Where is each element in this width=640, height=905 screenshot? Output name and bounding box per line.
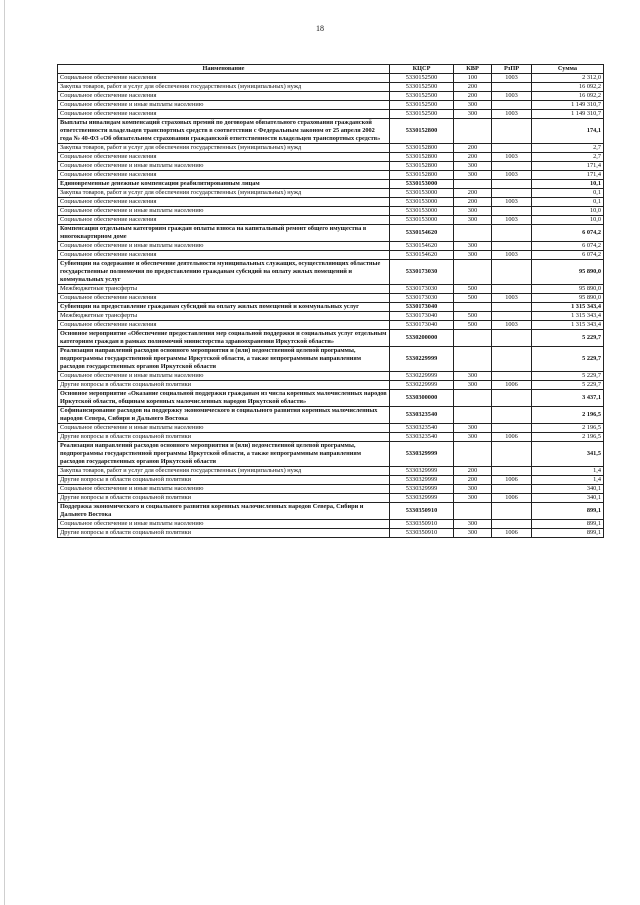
- cell-kvr: 200: [454, 198, 492, 207]
- cell-rzpr: [492, 312, 532, 321]
- cell-name: Межбюджетные трансферты: [58, 312, 390, 321]
- table-row: [58, 494, 604, 503]
- cell-rzpr: 1006: [492, 433, 532, 442]
- cell-rzpr: 1003: [492, 321, 532, 330]
- cell-kcsr: 5330152500: [390, 101, 454, 110]
- cell-kcsr: 5330173030: [390, 285, 454, 294]
- cell-kcsr: 5330173040: [390, 303, 454, 312]
- cell-sum: 0,1: [532, 198, 604, 207]
- table-row: [58, 198, 604, 207]
- cell-kvr: [454, 503, 492, 520]
- cell-kcsr: 5330154620: [390, 225, 454, 242]
- cell-kcsr: 5330329999: [390, 476, 454, 485]
- cell-sum: 340,1: [532, 494, 604, 503]
- table-row: [58, 372, 604, 381]
- cell-kvr: 200: [454, 92, 492, 101]
- cell-sum: 16 092,2: [532, 83, 604, 92]
- table-row: [58, 390, 604, 407]
- cell-kvr: 300: [454, 372, 492, 381]
- cell-rzpr: [492, 330, 532, 347]
- cell-kcsr: 5330153000: [390, 189, 454, 198]
- table-row: [58, 216, 604, 225]
- cell-kvr: 300: [454, 171, 492, 180]
- cell-name: Социальное обеспечение населения: [58, 321, 390, 330]
- table-row: [58, 330, 604, 347]
- cell-name: Реализация направлений расходов основного мероприятия и (или) ведомственной целевой программы, подпрограммы государственной программы Иркутской области, а также непрограммным направлениям расходов государственных органов Иркутской области: [58, 442, 390, 467]
- cell-sum: 2 196,5: [532, 407, 604, 424]
- table-row: [58, 242, 604, 251]
- cell-rzpr: [492, 285, 532, 294]
- table-row: [58, 285, 604, 294]
- cell-rzpr: [492, 225, 532, 242]
- cell-kvr: 300: [454, 251, 492, 260]
- cell-kvr: [454, 260, 492, 285]
- cell-kvr: [454, 225, 492, 242]
- cell-rzpr: 1003: [492, 171, 532, 180]
- cell-rzpr: 1003: [492, 110, 532, 119]
- cell-sum: 1 315 343,4: [532, 321, 604, 330]
- cell-kvr: 300: [454, 162, 492, 171]
- cell-kvr: 300: [454, 216, 492, 225]
- scan-edge-line: [4, 0, 5, 905]
- cell-kvr: 200: [454, 144, 492, 153]
- cell-sum: 3 437,1: [532, 390, 604, 407]
- cell-rzpr: 1006: [492, 529, 532, 538]
- table-row: [58, 381, 604, 390]
- cell-name: Социальное обеспечение населения: [58, 294, 390, 303]
- cell-kcsr: 5330153000: [390, 198, 454, 207]
- cell-kcsr: 5330300000: [390, 390, 454, 407]
- cell-sum: 16 092,2: [532, 92, 604, 101]
- cell-name: Другие вопросы в области социальной политики: [58, 529, 390, 538]
- table-row: [58, 92, 604, 101]
- cell-kcsr: 5330154620: [390, 251, 454, 260]
- cell-rzpr: [492, 467, 532, 476]
- cell-name: Социальное обеспечение населения: [58, 251, 390, 260]
- cell-kvr: 300: [454, 485, 492, 494]
- cell-rzpr: 1003: [492, 92, 532, 101]
- cell-name: Закупка товаров, работ и услуг для обеспечения государственных (муниципальных) нужд: [58, 189, 390, 198]
- cell-kcsr: 5330173030: [390, 260, 454, 285]
- cell-rzpr: 1003: [492, 216, 532, 225]
- cell-sum: 95 890,0: [532, 260, 604, 285]
- cell-sum: 0,1: [532, 189, 604, 198]
- cell-kcsr: 5330153000: [390, 207, 454, 216]
- cell-rzpr: 1003: [492, 294, 532, 303]
- cell-name: Выплаты инвалидам компенсаций страховых премий по договорам обязательного страхования гражданской ответственности владельцев транспортных средств в соответствии с Федеральным законом от 25 апреля 2002 года № 40-ФЗ «Об обязательном страховании гражданской ответственности владельцев транспортных средств»: [58, 119, 390, 144]
- cell-kcsr: 5330152800: [390, 162, 454, 171]
- cell-kvr: [454, 330, 492, 347]
- cell-kvr: 500: [454, 294, 492, 303]
- table-row: [58, 83, 604, 92]
- table-row: [58, 101, 604, 110]
- table-row: [58, 347, 604, 372]
- cell-name: Субвенции на содержание и обеспечение деятельности муниципальных служащих, осуществляющих областные государственные полномочия по предоставлению гражданам субсидий на оплату жилых помещений и коммунальных услуг: [58, 260, 390, 285]
- table-row: [58, 144, 604, 153]
- cell-kcsr: 5330323540: [390, 424, 454, 433]
- cell-sum: 1,4: [532, 467, 604, 476]
- cell-sum: 171,4: [532, 171, 604, 180]
- table-row: [58, 171, 604, 180]
- cell-kvr: 200: [454, 153, 492, 162]
- cell-name: Социальное обеспечение и иные выплаты населению: [58, 162, 390, 171]
- cell-kvr: 300: [454, 110, 492, 119]
- table-row: [58, 207, 604, 216]
- cell-kvr: 500: [454, 285, 492, 294]
- cell-kcsr: 5330152500: [390, 110, 454, 119]
- header-sum: Сумма: [532, 65, 604, 74]
- table-row: [58, 433, 604, 442]
- table-row: [58, 476, 604, 485]
- cell-kcsr: 5330152500: [390, 74, 454, 83]
- cell-name: Компенсация отдельным категориям граждан оплаты взноса на капитальный ремонт общего имущества в многоквартирном доме: [58, 225, 390, 242]
- cell-kcsr: 5330323540: [390, 433, 454, 442]
- cell-name: Софинансирование расходов на поддержку экономического и социального развития коренных малочисленных народов Севера, Сибири и Дальнего Востока: [58, 407, 390, 424]
- table-row: [58, 225, 604, 242]
- cell-name: Социальное обеспечение и иные выплаты населению: [58, 372, 390, 381]
- cell-name: Другие вопросы в области социальной политики: [58, 381, 390, 390]
- cell-name: Социальное обеспечение и иные выплаты населению: [58, 485, 390, 494]
- cell-kcsr: 5330329999: [390, 442, 454, 467]
- cell-sum: 340,1: [532, 485, 604, 494]
- cell-name: Закупка товаров, работ и услуг для обеспечения государственных (муниципальных) нужд: [58, 144, 390, 153]
- cell-kcsr: 5330229999: [390, 347, 454, 372]
- cell-rzpr: [492, 260, 532, 285]
- cell-kvr: 200: [454, 476, 492, 485]
- cell-sum: 2,7: [532, 144, 604, 153]
- cell-name: Социальное обеспечение населения: [58, 110, 390, 119]
- cell-kvr: 300: [454, 433, 492, 442]
- cell-rzpr: 1003: [492, 251, 532, 260]
- cell-kvr: 300: [454, 381, 492, 390]
- cell-sum: 2 196,5: [532, 433, 604, 442]
- cell-kvr: 300: [454, 529, 492, 538]
- table-row: [58, 467, 604, 476]
- cell-rzpr: 1003: [492, 74, 532, 83]
- cell-kcsr: 5330152800: [390, 144, 454, 153]
- cell-kvr: 300: [454, 242, 492, 251]
- cell-kcsr: 5330229999: [390, 381, 454, 390]
- table-row: [58, 110, 604, 119]
- table-row: [58, 520, 604, 529]
- cell-kcsr: 5330200000: [390, 330, 454, 347]
- cell-kcsr: 5330152500: [390, 83, 454, 92]
- table-row: [58, 180, 604, 189]
- cell-name: Социальное обеспечение населения: [58, 171, 390, 180]
- cell-kvr: 300: [454, 207, 492, 216]
- header-row: [58, 65, 604, 74]
- cell-rzpr: [492, 520, 532, 529]
- cell-kcsr: 5330153000: [390, 180, 454, 189]
- cell-sum: 1 149 310,7: [532, 101, 604, 110]
- cell-sum: 6 074,2: [532, 251, 604, 260]
- cell-sum: 1 315 343,4: [532, 312, 604, 321]
- cell-rzpr: [492, 189, 532, 198]
- cell-name: Социальное обеспечение и иные выплаты населению: [58, 424, 390, 433]
- cell-rzpr: [492, 180, 532, 189]
- cell-kvr: 300: [454, 494, 492, 503]
- cell-kcsr: 5330152500: [390, 92, 454, 101]
- cell-name: Единовременные денежные компенсации реабилитированным лицам: [58, 180, 390, 189]
- cell-kcsr: 5330323540: [390, 407, 454, 424]
- cell-kcsr: 5330329999: [390, 485, 454, 494]
- cell-rzpr: [492, 83, 532, 92]
- cell-kvr: [454, 119, 492, 144]
- table-row: [58, 424, 604, 433]
- cell-sum: 174,1: [532, 119, 604, 144]
- table-row: [58, 485, 604, 494]
- cell-rzpr: [492, 144, 532, 153]
- cell-rzpr: [492, 119, 532, 144]
- cell-kvr: [454, 303, 492, 312]
- table-row: [58, 74, 604, 83]
- cell-kcsr: 5330153000: [390, 216, 454, 225]
- cell-rzpr: [492, 347, 532, 372]
- cell-rzpr: [492, 162, 532, 171]
- cell-sum: 6 074,2: [532, 225, 604, 242]
- table-row: [58, 321, 604, 330]
- table-row: [58, 162, 604, 171]
- table-row: [58, 407, 604, 424]
- cell-kcsr: 5330152800: [390, 171, 454, 180]
- cell-rzpr: [492, 372, 532, 381]
- cell-name: Закупка товаров, работ и услуг для обеспечения государственных (муниципальных) нужд: [58, 467, 390, 476]
- cell-name: Социальное обеспечение населения: [58, 74, 390, 83]
- cell-sum: 1 315 343,4: [532, 303, 604, 312]
- cell-kvr: 200: [454, 467, 492, 476]
- cell-sum: 899,1: [532, 529, 604, 538]
- table-row: [58, 251, 604, 260]
- table-row: [58, 312, 604, 321]
- cell-name: Социальное обеспечение и иные выплаты населению: [58, 242, 390, 251]
- cell-sum: 6 074,2: [532, 242, 604, 251]
- cell-rzpr: 1006: [492, 494, 532, 503]
- cell-kvr: 200: [454, 189, 492, 198]
- cell-name: Закупка товаров, работ и услуг для обеспечения государственных (муниципальных) нужд: [58, 83, 390, 92]
- table-row: [58, 153, 604, 162]
- cell-name: Другие вопросы в области социальной политики: [58, 476, 390, 485]
- cell-name: Другие вопросы в области социальной политики: [58, 494, 390, 503]
- cell-kvr: [454, 347, 492, 372]
- cell-kcsr: 5330173030: [390, 294, 454, 303]
- cell-rzpr: [492, 407, 532, 424]
- table-row: [58, 303, 604, 312]
- cell-name: Социальное обеспечение и иные выплаты населению: [58, 207, 390, 216]
- cell-name: Социальное обеспечение населения: [58, 216, 390, 225]
- table-row: [58, 189, 604, 198]
- table-header: [58, 65, 604, 74]
- cell-rzpr: [492, 442, 532, 467]
- cell-name: Социальное обеспечение населения: [58, 153, 390, 162]
- cell-sum: 171,4: [532, 162, 604, 171]
- cell-sum: 899,1: [532, 520, 604, 529]
- cell-name: Социальное обеспечение населения: [58, 198, 390, 207]
- cell-rzpr: [492, 207, 532, 216]
- cell-sum: 341,5: [532, 442, 604, 467]
- cell-sum: 10,0: [532, 207, 604, 216]
- table-row: [58, 503, 604, 520]
- cell-sum: 5 229,7: [532, 330, 604, 347]
- cell-kcsr: 5330329999: [390, 467, 454, 476]
- cell-sum: 2 196,5: [532, 424, 604, 433]
- cell-kcsr: 5330350910: [390, 520, 454, 529]
- cell-rzpr: 1003: [492, 198, 532, 207]
- cell-kvr: [454, 442, 492, 467]
- cell-rzpr: 1003: [492, 153, 532, 162]
- cell-sum: 5 229,7: [532, 347, 604, 372]
- table-row: [58, 260, 604, 285]
- cell-sum: 1 149 310,7: [532, 110, 604, 119]
- header-name: Наименование: [58, 65, 390, 74]
- cell-kvr: [454, 407, 492, 424]
- header-kcsr: КЦСР: [390, 65, 454, 74]
- table-row: [58, 294, 604, 303]
- table-body: [58, 74, 604, 538]
- cell-name: Субвенции на предоставление гражданам субсидий на оплату жилых помещений и коммунальных услуг: [58, 303, 390, 312]
- cell-kvr: 100: [454, 74, 492, 83]
- cell-kcsr: 5330152800: [390, 119, 454, 144]
- table-row: [58, 119, 604, 144]
- cell-rzpr: [492, 503, 532, 520]
- cell-rzpr: [492, 101, 532, 110]
- cell-kvr: 300: [454, 520, 492, 529]
- cell-rzpr: [492, 242, 532, 251]
- cell-kcsr: 5330173040: [390, 312, 454, 321]
- cell-sum: 95 890,0: [532, 294, 604, 303]
- cell-kvr: 500: [454, 312, 492, 321]
- cell-name: Поддержка экономического и социального развития коренных малочисленных народов Севера, Сибири и Дальнего Востока: [58, 503, 390, 520]
- cell-kvr: 200: [454, 83, 492, 92]
- cell-name: Основное мероприятие «Обеспечение предоставления мер социальной поддержки и социальных услуг отдельным категориям граждан в рамках полномочий министерства здравоохранения Иркутской области»: [58, 330, 390, 347]
- cell-rzpr: 1006: [492, 476, 532, 485]
- cell-sum: 95 890,0: [532, 285, 604, 294]
- table-row: [58, 529, 604, 538]
- cell-name: Социальное обеспечение и иные выплаты населению: [58, 520, 390, 529]
- cell-kcsr: 5330329999: [390, 494, 454, 503]
- table-row: [58, 442, 604, 467]
- cell-kvr: [454, 390, 492, 407]
- cell-rzpr: [492, 424, 532, 433]
- cell-name: Реализация направлений расходов основного мероприятия и (или) ведомственной целевой программы, подпрограммы государственной программы Иркутской области, а также непрограммным направлениям расходов государственных органов Иркутской области: [58, 347, 390, 372]
- budget-table: [57, 64, 604, 538]
- cell-kvr: 300: [454, 101, 492, 110]
- cell-sum: 1,4: [532, 476, 604, 485]
- cell-name: Другие вопросы в области социальной политики: [58, 433, 390, 442]
- cell-kcsr: 5330152800: [390, 153, 454, 162]
- cell-sum: 2 312,0: [532, 74, 604, 83]
- cell-sum: 10,0: [532, 216, 604, 225]
- cell-kvr: [454, 180, 492, 189]
- cell-rzpr: 1006: [492, 381, 532, 390]
- page-number: 18: [316, 24, 324, 33]
- cell-kcsr: 5330154620: [390, 242, 454, 251]
- cell-rzpr: [492, 303, 532, 312]
- cell-kvr: 500: [454, 321, 492, 330]
- cell-name: Социальное обеспечение населения: [58, 92, 390, 101]
- cell-rzpr: [492, 485, 532, 494]
- cell-kcsr: 5330229999: [390, 372, 454, 381]
- cell-name: Межбюджетные трансферты: [58, 285, 390, 294]
- cell-name: Основное мероприятие «Оказание социальной поддержки гражданам из числа коренных малочисленных народов Иркутской области, общинам коренных малочисленных народов Иркутской области»: [58, 390, 390, 407]
- cell-kvr: 300: [454, 424, 492, 433]
- cell-kcsr: 5330350910: [390, 503, 454, 520]
- cell-sum: 2,7: [532, 153, 604, 162]
- cell-name: Социальное обеспечение и иные выплаты населению: [58, 101, 390, 110]
- cell-sum: 5 229,7: [532, 381, 604, 390]
- cell-kcsr: 5330350910: [390, 529, 454, 538]
- cell-sum: 10,1: [532, 180, 604, 189]
- cell-sum: 5 229,7: [532, 372, 604, 381]
- cell-sum: 899,1: [532, 503, 604, 520]
- header-kvr: КВР: [454, 65, 492, 74]
- cell-rzpr: [492, 390, 532, 407]
- header-rzpr: РзПР: [492, 65, 532, 74]
- cell-kcsr: 5330173040: [390, 321, 454, 330]
